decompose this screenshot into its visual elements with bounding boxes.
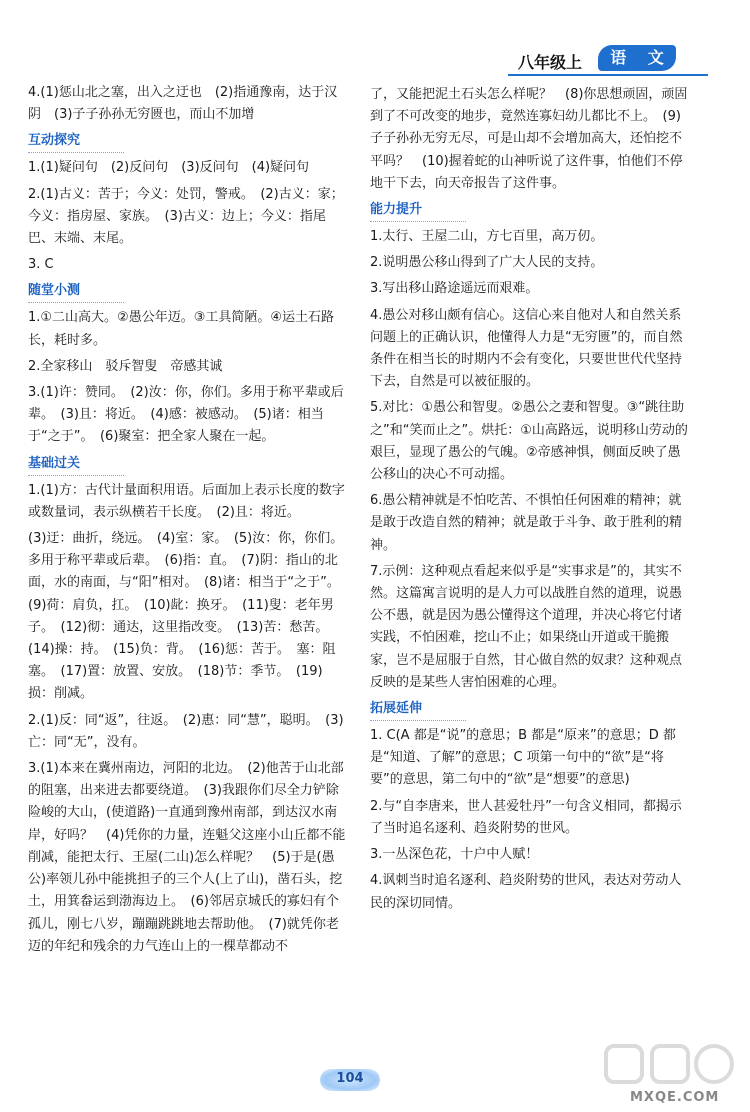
answer-paragraph: 1. C(A 都是“说”的意思；B 都是“原来”的意思；D 都是“知道、了解”的意思；C 项第一句中的“欲”是“将要”的意思，第二句中的“欲”是“想要”的意思) bbox=[370, 728, 676, 788]
left-column bbox=[28, 82, 348, 958]
answer-paragraph: 2.与“自李唐来，世人甚爱牡丹”一句含义相同，都揭示了当时追名逐利、趋炎附势的世风。 bbox=[370, 798, 682, 836]
section-heading: 随堂小测 bbox=[28, 282, 124, 303]
answer-paragraph: 5.对比：①愚公和智叟。②愚公之妻和智叟。③“跳往助之”和“笑而止之”。烘托：①山高路远，说明移山劳动的艰巨，显现了愚公的气魄。②帝感神惧，侧面反映了愚公移山的决心不可动摇。 bbox=[370, 400, 688, 483]
page-header bbox=[468, 44, 698, 78]
watermark-text: MXQE.COM bbox=[630, 1090, 720, 1105]
answer-paragraph: 1.(1)疑问句 (2)反问句 (3)反问句 (4)疑问句 bbox=[28, 160, 310, 176]
answer-paragraph: 2.全家移山 驳斥智叟 帝感其诚 bbox=[28, 358, 223, 374]
subject-badge: 语 文 bbox=[598, 45, 676, 71]
right-column bbox=[370, 84, 692, 915]
answer-paragraph: 4.愚公对移山颇有信心。这信心来自他对人和自然关系问题上的正确认识，他懂得人力是“无穷匮”的，而自然条件在相当长的时期内不会有变化，只要世世代代坚持下去，自然是可以被征服的。 bbox=[370, 307, 683, 390]
answer-paragraph: 1.太行、王屋二山，方七百里，高万仞。 bbox=[370, 229, 604, 245]
answer-paragraph: 6.愚公精神就是不怕吃苦、不惧怕任何困难的精神；就是敢于改造自然的精神；就是敢于斗争、敢于胜利的精神。 bbox=[370, 493, 683, 553]
answer-paragraph: 7.示例：这种观点看起来似乎是“实事求是”的，其实不然。这篇寓言说明的是人力可以战胜自然的道理，说愚公不愚，就是因为愚公懂得这个道理，并决心将它付诸实践，不怕困难，挖山不止；如果绕山开道或干脆搬家，岂不是屈服于自然，甘心做自然的奴隶？这种观点反映的是某些人害怕困难的心理。 bbox=[370, 563, 683, 690]
answer-paragraph: 3. C bbox=[28, 257, 54, 273]
answer-paragraph: 了，又能把泥土石头怎么样呢？ (8)你思想顽固，顽固到了不可改变的地步，竟然连寡妇幼儿都比不上。 (9)子子孙孙无穷无尽，可是山却不会增加高大，还怕挖不平吗？ (10)握着蛇的山神听说了这件事，怕他们不停地干下去，向天帝报告了这件事。 bbox=[370, 87, 688, 191]
grade-label: 八年级上 bbox=[518, 53, 583, 72]
section-heading: 能力提升 bbox=[370, 201, 466, 222]
answer-paragraph: 3.(1)许：赞同。 (2)汝：你，你们。多用于称平辈或后辈。 (3)且：将近。 (4)感：被感动。 (5)诸：相当于“之于”。 (6)聚室：把全家人聚在一起。 bbox=[28, 385, 344, 445]
answer-paragraph: 2.说明愚公移山得到了广大人民的支持。 bbox=[370, 255, 604, 271]
section-heading: 基础过关 bbox=[28, 455, 124, 476]
answer-paragraph: 2.(1)古义：苦于；今义：处罚，警戒。 (2)古义：家；今义：指房屋、家族。 (3)古义：边上；今义：指尾巴、末端、末尾。 bbox=[28, 186, 344, 247]
answer-paragraph: 3.(1)本来在冀州南边，河阳的北边。 (2)他苦于山北部的阻塞，出来进去都要绕道。 (3)我跟你们尽全力铲除险峻的大山，(使道路)一直通到豫州南部，到达汉水南岸，好吗？ (4)凭你的力量，连魁父这座小山丘都不能削减，能把太行、王屋(二山)怎么样呢？ (5)于是(愚公)率领儿孙中能挑担子的三个人(上了山)，凿石头，挖土，用箕畚运到渤海边上。 (6)邻居京城氏的寡妇有个孤儿，刚七八岁，蹦蹦跳跳地去帮助他。 (7)就凭你老迈的年纪和残余的力气连山上的一棵草都动不 bbox=[28, 761, 346, 954]
answer-paragraph: 1.(1)方：古代计量面积用语。后面加上表示长度的数字或数量词，表示纵横若干长度。 (2)且：将近。 bbox=[28, 482, 345, 520]
answer-paragraph: 4.(1)惩山北之塞，出入之迂也 (2)指通豫南，达于汉阴 (3)子子孙孙无穷匮也，而山不加增 bbox=[28, 85, 338, 123]
section-heading: 互动探究 bbox=[28, 132, 124, 153]
answer-paragraph: 1.①二山高大。②愚公年迈。③工具简陋。④运土石路长，耗时多。 bbox=[28, 310, 335, 348]
answer-paragraph: 3.一丛深色花，十户中人赋！ bbox=[370, 847, 539, 863]
answer-paragraph: 3.写出移山路途遥远而艰难。 bbox=[370, 281, 539, 297]
header-divider bbox=[508, 74, 708, 76]
answer-paragraph: (3)迂：曲折，绕远。 (4)室：家。 (5)汝：你，你们。多用于称平辈或后辈。 (6)指：直。 (7)阴：指山的北面，水的南面，与“阳”相对。 (8)诸：相当于“之于”。 (9)荷：肩负，扛。 (10)龀：换牙。 (11)叟：老年男子。 (12)彻：通达，这里指改变。 (13)苦：愁苦。 (14)操：持。 (15)负：背。 (16)惩：苦于。 塞：阻塞。 (17)置：放置、安放。 (18)节：季节。 (19)损：削减。 bbox=[28, 531, 347, 702]
answer-paragraph: 4.讽刺当时追名逐利、趋炎附势的世风，表达对劳动人民的深切同情。 bbox=[370, 873, 682, 911]
page-number: 104 bbox=[336, 1071, 364, 1086]
page-number-badge bbox=[320, 1067, 380, 1095]
answer-paragraph: 2.(1)反：同“返”，往返。 (2)惠：同“慧”，聪明。 (3)亡：同“无”，没有。 bbox=[28, 712, 344, 750]
section-heading: 拓展延伸 bbox=[370, 700, 466, 721]
